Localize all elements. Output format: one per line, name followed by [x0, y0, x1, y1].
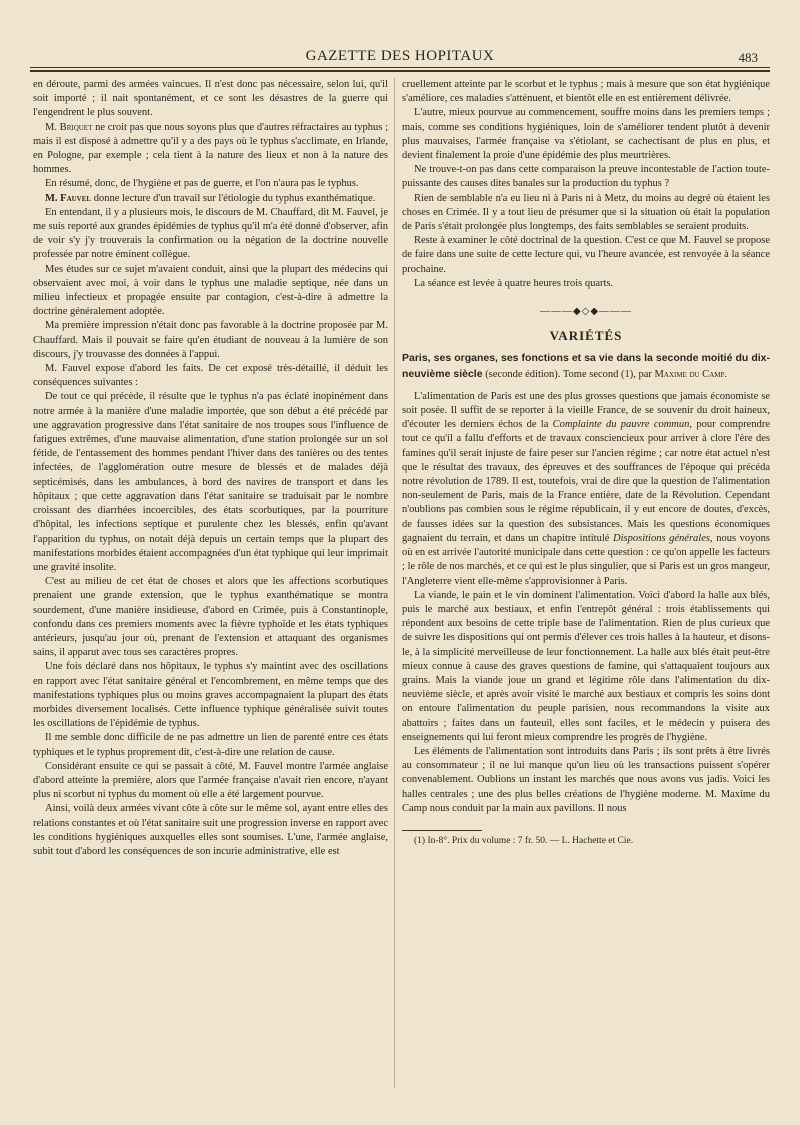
paragraph-text: donne lecture d'un travail sur l'étiologie du typhus exanthématique. — [91, 192, 376, 204]
page-number: 483 — [738, 50, 758, 65]
section-title: VARIÉTÉS — [549, 328, 623, 344]
article-title: Paris, ses organes, ses fonctions et sa vie dans la seconde moitié du dix-neuvième siècle — [402, 352, 770, 380]
paragraph: De tout ce qui précède, il résulte que le typhus n'a pas éclaté inopinément dans notre armée à la manière d'une maladie importée, que son début a été précédé par une aggravation progressive dans l'état sanitaire de nos troupes sous l'influence de fatigues extrêmes, d'une mauvaise alimentation, d'une station prolongée sur un sol fétide, de l'entassement des hommes pendant l'hiver dans des tanières ou des tentes infectées, de l'agglomération outre mesure de blessés et de malades déjà septicémisés, dans les ambulances, à bord des navires de transport et dans les hôpitaux ; que cette aggravation dans l'état sanitaire se traduisait par le nombre croissant des diarrhées incoercibles, des états scorbutiques, par la pourriture d'hôpital, les infections septique et purulente chez les blessés, enfin qu'avant l'apparition du typhus, on notait déjà depuis un certain temps que la plupart des manifestations morbides étaient accompagnées d'un état typhique qui leur imprimait une gravité insolite. — [33, 391, 388, 573]
paragraph: Ainsi, voilà deux armées vivant côte à côte sur le même sol, ayant entre elles des relations constantes et où l'état sanitaire suit une progression inverse en rapport avec les conditions hygiéniques auxquelles elles sont soumises. L'une, l'armée anglaise, subit tout d'abord les conséquences de son incurie administrative, elle est — [33, 803, 388, 857]
paragraph: En résumé, donc, de l'hygiène et pas de guerre, et l'on n'aura pas le typhus. — [45, 178, 359, 190]
article-subtitle: (seconde édition). Tome second (1), par — [482, 368, 655, 380]
right-column — [402, 78, 770, 847]
page-header — [30, 46, 770, 68]
paragraph: Reste à examiner le côté doctrinal de la question. C'est ce que M. Fauvel se propose de faire dans une suite de cette lecture qui, vu l'heure avancée, est renvoyée à la séance prochaine. — [402, 235, 770, 275]
paragraph-text: ne croit pas que nous soyons plus que d'autres réfractaires au typhus ; mais il est disposé à admettre qu'il y a des pays où le typhus s'acclimate, en Irlande, en Pologne, par exemple ; cela tient à la nature des lieux et non à la nature des hommes. — [33, 121, 388, 176]
paragraph — [33, 121, 388, 178]
journal-title: GAZETTE DES HOPITAUX — [305, 48, 495, 64]
paragraph: Mes études sur ce sujet m'avaient conduit, ainsi que la plupart des médecins qui observaient avec moi, à voir dans le typhus une maladie septique, née dans un milieu infectieux et propagée ensuite par contagion, c'est-à-dire à admettre la doctrine généralement adoptée. — [33, 263, 388, 318]
paragraph: Considérant ensuite ce qui se passait à côté, M. Fauvel montre l'armée anglaise d'abord atteinte la première, alors que l'armée française n'avait rien encore, n'ayant plus ni scorbut ni typhus du moment où elle a été largement pourvue. — [33, 760, 388, 801]
article-heading — [402, 351, 770, 381]
header-rule-thick — [30, 70, 770, 72]
paragraph: La viande, le pain et le vin dominent l'alimentation. Voici d'abord la halle aux blés, puis le marché aux bestiaux, et enfin l'entrepôt général : trois établissements qui répondent aux besoins de cette triple base de l'alimentation. Rien de plus curieux que de suivre les dispositions qui ont permis d'élever ces trois halles à la hauteur, et disons-le, à la simplicité merveilleuse de leur fonctionnement. La halle aux blés était peut-être mieux connue à cause des graves questions de famine, qui s'attaquaient toujours aux grains. Mais la viande joue un grand et légitime rôle dans l'alimentation du dix-neuvième siècle, et après avoir visité le marché aux bestiaux et compris les soins dont on entoure l'alimentation du peuple parisien, nous recommandons la visite aux abattoirs ; faites dans un fauteuil, elles sont faciles, et le médecin y puisera des enseignements qui lui feront mieux comprendre les progrès de l'hygiène. — [402, 589, 770, 743]
paragraph: En entendant, il y a plusieurs mois, le discours de M. Chauffard, dit M. Fauvel, je me suis reporté aux grandes épidémies de typhus qu'il m'a été donné d'observer, afin de voir s'y j'y trouverais la confirmation ou la négation de la doctrine nouvelle professée par notre éminent collègue. — [33, 206, 388, 261]
paragraph: C'est au milieu de cet état de choses et alors que les affections scorbutiques prenaient une grande extension, que le typhus exanthématique se montra sourdement, d'une manière insidieuse, d'abord en Crimée, puis à Constantinople, confondu dans ces premiers moments avec la fièvre typhoïde et les états typhiques antérieurs, jusqu'au jour où, prenant de l'extension et attaquant des organismes sains, il apparut avec tous ses caractères propres. — [33, 576, 388, 659]
paragraph-text: , nous voyons où en est arrivée l'autorité municipale dans cette question : ce qu'on appelle les facteurs ; le rôle de nos marchés, et ce qui est le plus singulier, que si Paris est un gros mangeur, l'Angleterre vient elle-même s'approvisionner à Paris. — [402, 532, 770, 587]
section-ornament: ———◆◇◆——— — [539, 306, 633, 318]
paragraph — [402, 390, 770, 589]
header-rule — [30, 67, 770, 68]
paragraph-text: L'alimentation de Paris est une des plus grosses questions que jamais économiste se soit posée. Il suffit de se reporter à la vieille France, de se souvenir du droit haineux, d'écouter les derniers échos de la — [402, 390, 770, 431]
speaker-name: M. Fauvel — [45, 192, 92, 204]
footnote: (1) In-8°. Prix du volume : 7 fr. 50. — L. Hachette et Cie. — [414, 835, 634, 846]
paragraph: Ne trouve-t-on pas dans cette comparaison la preuve incontestable de l'action toute-puissante des causes dites banales sur la production du typhus ? — [402, 164, 770, 190]
paragraph: en déroute, parmi des armées vaincues. Il n'est donc pas nécessaire, selon lui, qu'il soit importé ; il nait spontanément, et ce sont les désastres de la guerre qui l'engendrent le plus souvent. — [33, 79, 388, 119]
left-column — [33, 78, 388, 859]
footnote-rule — [402, 830, 482, 831]
article-author: Maxime du Camp. — [654, 368, 727, 380]
paragraph: M. Fauvel expose d'abord les faits. De cet exposé très-détaillé, il déduit les conséquences suivantes : — [33, 363, 388, 389]
paragraph: cruellement atteinte par le scorbut et le typhus ; mais à mesure que son état hygiénique s'améliore, ces maladies s'atténuent, et bientôt elle en est entièrement délivrée. — [402, 79, 770, 105]
paragraph: Rien de semblable n'a eu lieu ni à Paris ni à Metz, du moins au degré où étaient les choses en Crimée. Il y a tout lieu de présumer que si la situation où était la population de Paris s'était prolongée plus longtemps, des faits semblables se seraient produits. — [402, 192, 770, 233]
paragraph: Il me semble donc difficile de ne pas admettre un lien de parenté entre ces états typhiques et le typhus proprement dit, c'est-à-dire une relation de cause. — [33, 732, 388, 758]
paragraph: Ma première impression n'était donc pas favorable à la doctrine proposée par M. Chauffard. Mais il pouvait se faire qu'en étudiant de nouveau à la lumière de son discours, j'y trouvasse des données à l'appui. — [33, 320, 388, 360]
italic-title: Complainte du pauvre commun — [552, 419, 690, 431]
paragraph: L'autre, mieux pourvue au commencement, souffre moins dans les premiers temps ; mais, comme ses conditions hygiéniques, loin de s'améliorer tendent plutôt à devenir plus mauvaises, l'armée française va s'étiolant, se cachectisant de plus en plus, et devient finalement la proie d'une épidémie des plus meurtrières. — [402, 107, 770, 162]
paragraph-text: , pour comprendre tout ce qu'il a fallu d'efforts et de travaux consciencieux pour arriver à clore l'ère des famines qu'il serait injuste de faire peser sur l'ancien régime ; car notre état actuel n'est que le résultat des travaux, des épreuves et des souffrances de l'époque qui précéda notre révolution de 1789. Il est, toutefois, vrai de dire que la question de l'alimentation non-seulement de Paris, mais de la France entière, date de la Révolution. Cependant n'oublions pas combien sous le régime républicain, il y eut encore de doutes, d'excès, de fausses idées sur la question des subsistances. Mais les questions économiques gagnaient du terrain, et dans un chapitre intitulé — [402, 419, 771, 544]
paragraph: Les éléments de l'alimentation sont introduits dans Paris ; ils sont prêts à être livrés au consommateur ; il ne lui manque qu'un lieu où les transactions puissent s'opérer convenablement. Oublions un instant les marchés que nous avons vus jadis. Voici les halles centrales ; une des plus belles créations de l'hygiène moderne. M. Maxime du Camp nous conduit par la main aux pavillons. Il nous — [402, 745, 770, 814]
speaker-name: M. Briquet — [45, 121, 93, 133]
paragraph: La séance est levée à quatre heures trois quarts. — [414, 277, 614, 289]
paragraph — [33, 192, 388, 206]
paragraph: Une fois déclaré dans nos hôpitaux, le typhus s'y maintint avec des oscillations en rapport avec l'état sanitaire général et l'encombrement, en même temps que des manifestations typhiques plus ou moins graves accompagnaient la plupart des états morbides diversement localisés. Cette influence typhique généralisée suivit toutes les oscillations de l'épidémie de typhus. — [33, 661, 388, 730]
column-divider — [394, 78, 395, 1088]
italic-title: Dispositions générales — [613, 532, 710, 544]
